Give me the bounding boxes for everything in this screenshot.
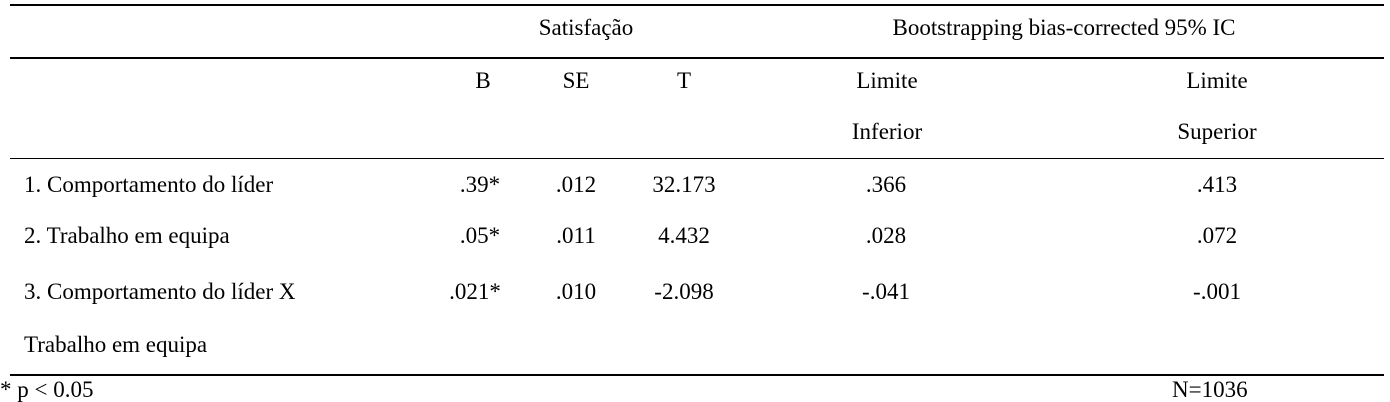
footnote-sample-size: N=1036 [1172, 377, 1248, 402]
row-label: 2. Trabalho em equipa [24, 223, 230, 248]
table-bottom-rule [10, 374, 1384, 376]
cell-upper: .413 [1196, 172, 1238, 197]
footnote-significance: * p < 0.05 [0, 377, 94, 402]
cell-se: .010 [555, 279, 597, 304]
cell-se: .012 [555, 172, 597, 197]
cell-b: .05* [459, 223, 501, 248]
group-header-bootstrap: Bootstrapping bias-corrected 95% IC [892, 15, 1236, 40]
column-header-se: SE [562, 68, 590, 93]
column-header-upper-line1: Limite [1186, 68, 1248, 93]
column-header-t: T [676, 68, 692, 93]
column-header-lower-line2: Inferior [851, 119, 923, 144]
cell-b: .39* [459, 172, 501, 197]
cell-b: .021* [449, 279, 501, 304]
cell-lower: .366 [865, 172, 907, 197]
header-divider-rule [10, 57, 1384, 59]
cell-lower: .028 [865, 223, 907, 248]
row-label: 1. Comportamento do líder [24, 172, 274, 197]
cell-t: 4.432 [658, 223, 710, 248]
cell-t: 32.173 [652, 172, 716, 197]
cell-lower: -.041 [862, 279, 910, 304]
column-header-lower-line1: Limite [856, 68, 918, 93]
table-top-rule [10, 4, 1384, 6]
cell-t: -2.098 [654, 279, 714, 304]
cell-se: .011 [556, 223, 596, 248]
row-label: 3. Comportamento do líder X [24, 279, 296, 304]
row-label-continuation: Trabalho em equipa [24, 332, 208, 357]
group-header-satisfacao: Satisfação [538, 15, 634, 40]
header-bottom-rule [10, 158, 1384, 159]
column-header-upper-line2: Superior [1177, 119, 1257, 144]
cell-upper: .072 [1196, 223, 1238, 248]
column-header-b: B [475, 68, 491, 93]
cell-upper: -.001 [1193, 279, 1241, 304]
